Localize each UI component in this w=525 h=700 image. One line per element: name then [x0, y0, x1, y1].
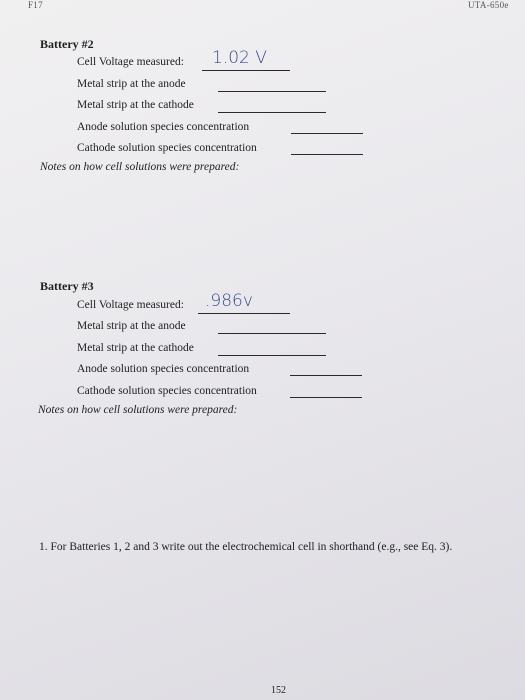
battery-3-anode-conc-line	[290, 375, 362, 376]
battery-3-cathode-conc-label: Cathode solution species concentration	[77, 385, 257, 397]
page-number: 152	[271, 685, 286, 696]
battery-3-notes-label: Notes on how cell solutions were prepared:	[38, 404, 238, 416]
battery-3-anode-strip-line	[218, 333, 326, 334]
battery-3-cathode-strip-label: Metal strip at the cathode	[77, 342, 194, 354]
battery-3-title: Battery #3	[40, 279, 94, 293]
battery-3-voltage-label: Cell Voltage measured:	[77, 299, 184, 311]
battery-2-cathode-strip-line	[218, 112, 326, 113]
battery-2-anode-conc-line	[291, 133, 363, 134]
battery-2-anode-conc-label: Anode solution species concentration	[77, 121, 250, 133]
battery-3-anode-conc-label: Anode solution species concentration	[77, 363, 250, 375]
question-1: 1. For Batteries 1, 2 and 3 write out the electrochemical cell in shorthand (e.g., see Eq. 3).	[39, 541, 453, 553]
battery-2-voltage-value: 1.02 V	[212, 48, 267, 68]
battery-2-notes-label: Notes on how cell solutions were prepared:	[40, 161, 240, 173]
battery-3-cathode-conc-line	[290, 397, 362, 398]
battery-2-voltage-label: Cell Voltage measured:	[77, 56, 184, 68]
battery-2-voltage-line	[202, 70, 290, 71]
battery-2-title: Battery #2	[40, 37, 94, 51]
battery-2-cathode-strip-label: Metal strip at the cathode	[77, 99, 194, 111]
header-right: UTA-650e	[468, 0, 509, 10]
battery-2-anode-strip-label: Metal strip at the anode	[77, 78, 186, 90]
battery-2-anode-strip-line	[218, 91, 326, 92]
battery-3-voltage-line	[198, 313, 290, 314]
battery-3-voltage-value: .986v	[205, 291, 253, 311]
battery-3-cathode-strip-line	[218, 355, 326, 356]
battery-2-cathode-conc-line	[291, 154, 363, 155]
battery-2-cathode-conc-label: Cathode solution species concentration	[77, 142, 257, 154]
battery-3-anode-strip-label: Metal strip at the anode	[77, 320, 186, 332]
header-left: F17	[28, 0, 43, 10]
